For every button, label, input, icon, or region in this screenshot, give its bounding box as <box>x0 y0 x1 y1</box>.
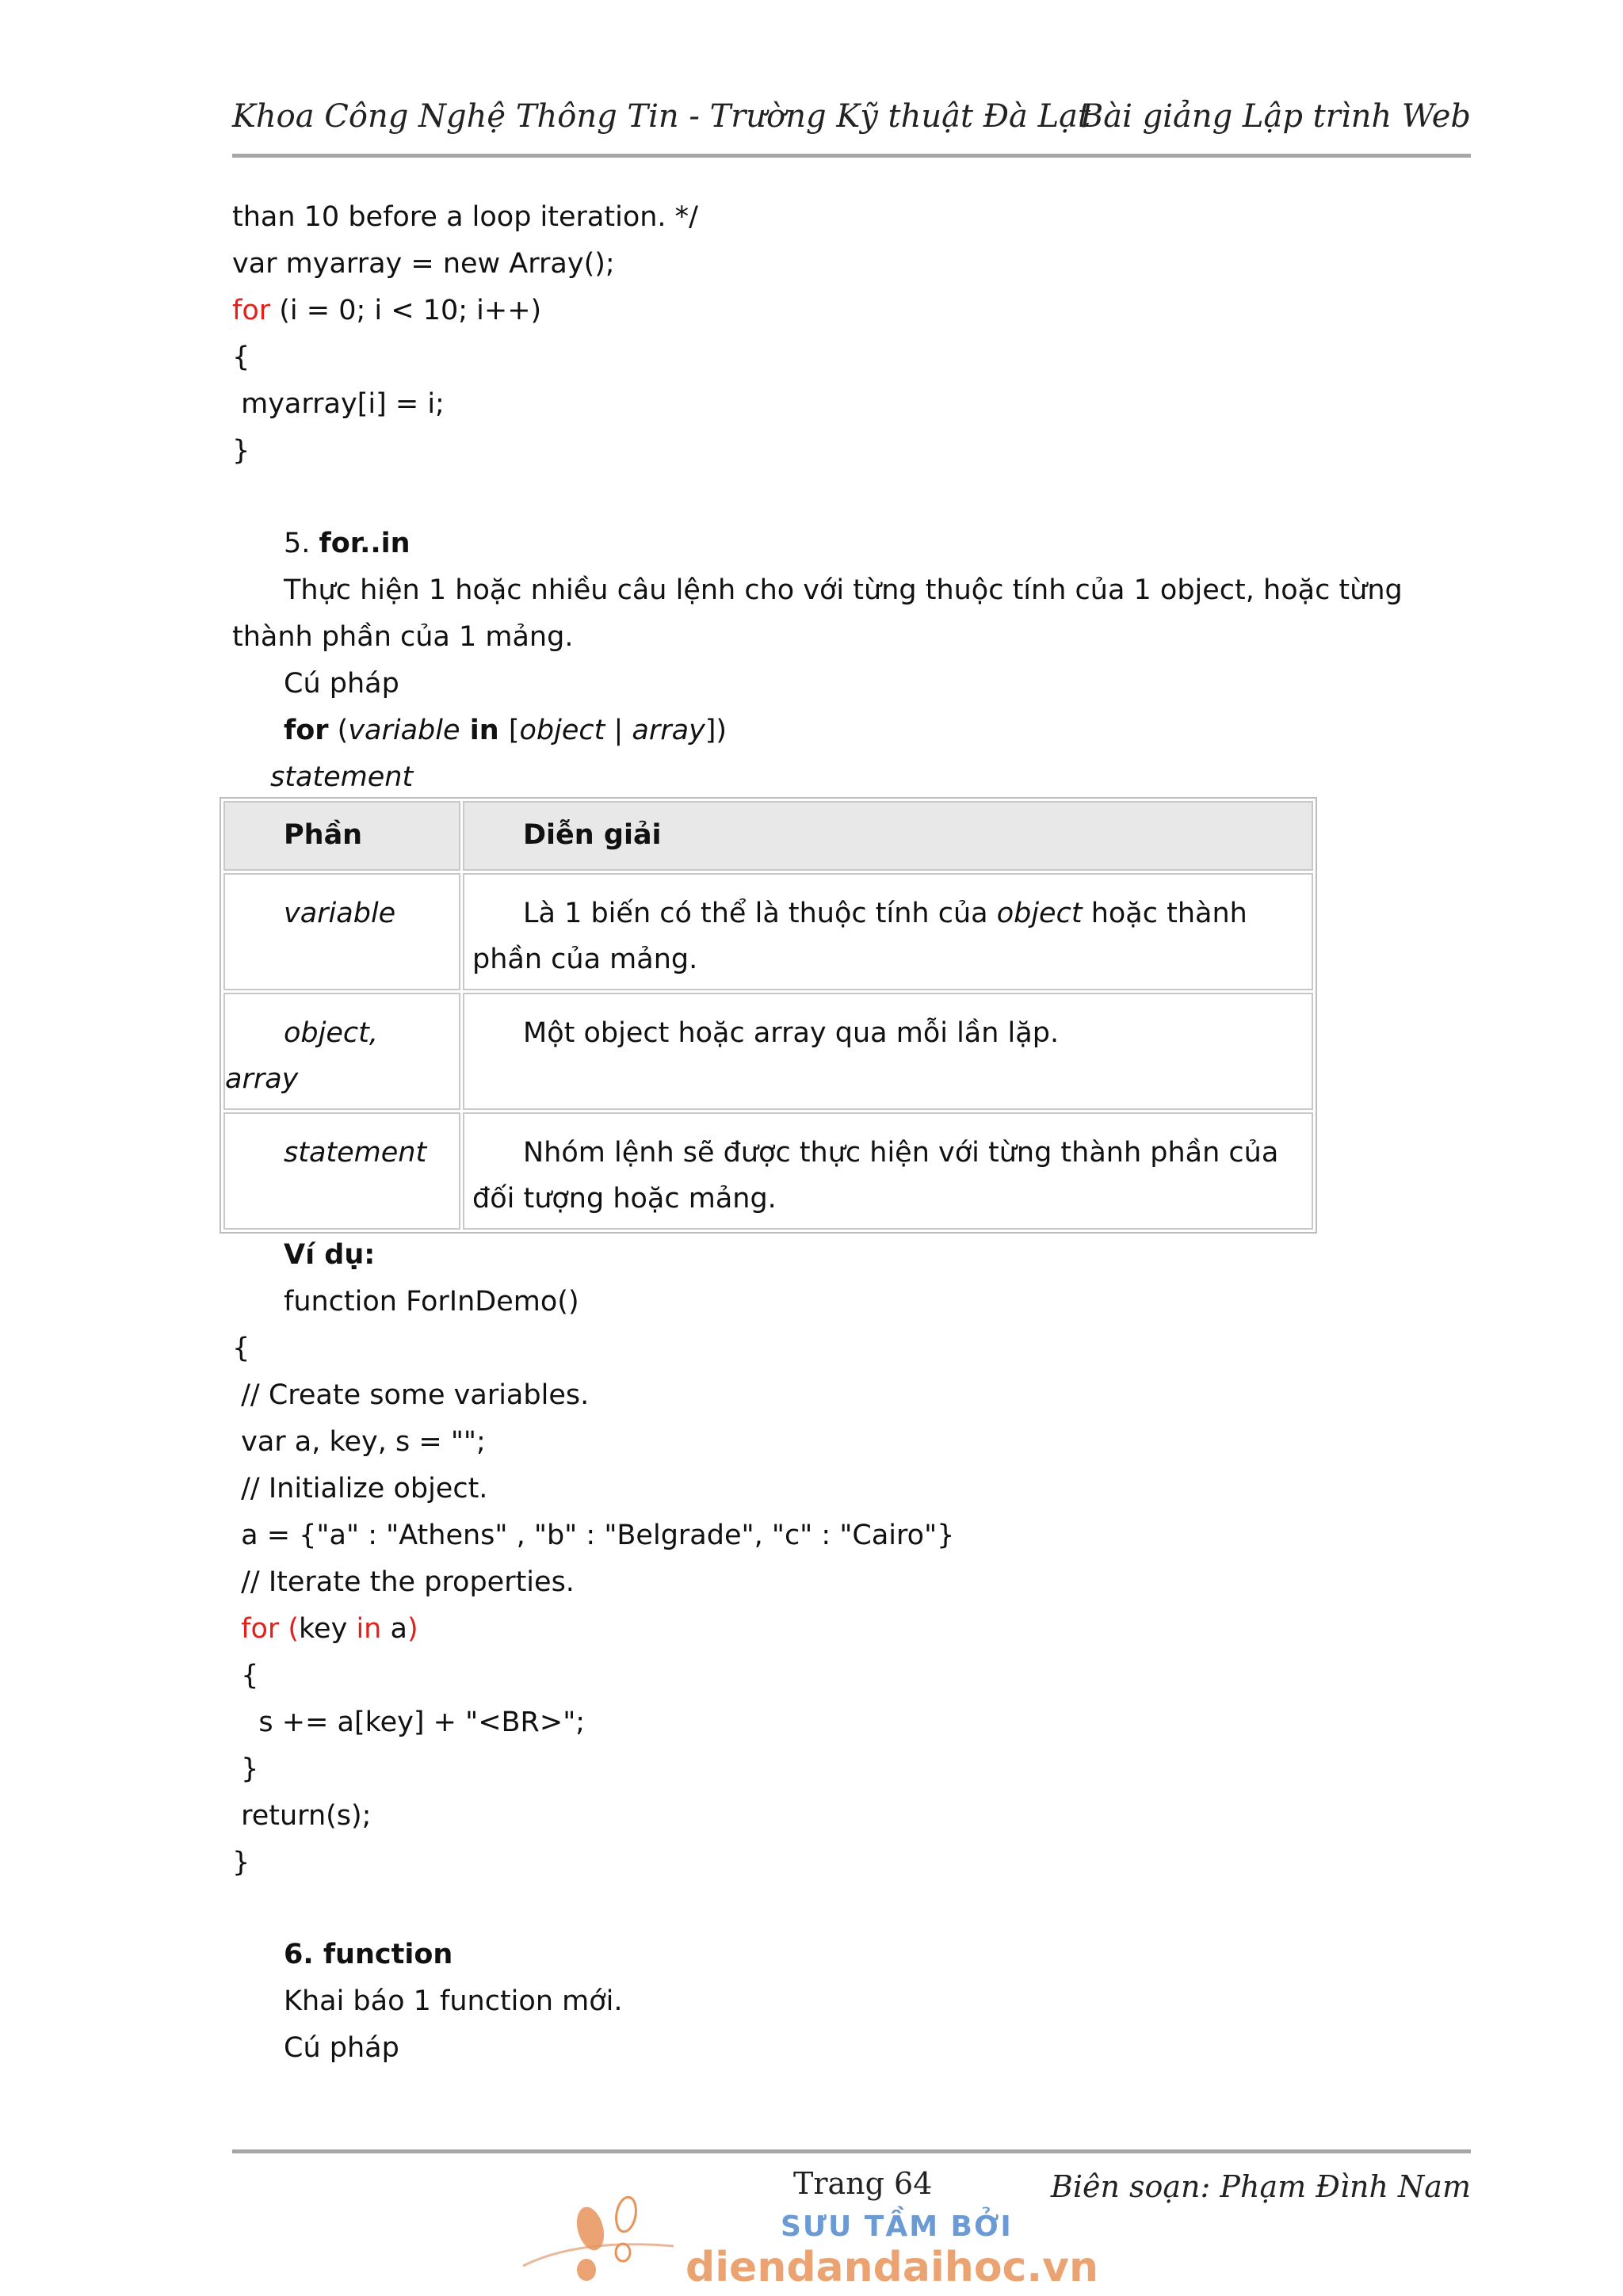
header-left-title: Khoa Công Nghệ Thông Tin - Trường Kỹ thuật Đà Lạt <box>232 98 1091 135</box>
syntax-pipe: | <box>605 715 632 746</box>
code-line: { <box>232 1333 250 1364</box>
table-cell-part <box>223 993 460 1110</box>
code-text: a <box>381 1613 407 1645</box>
watermark-site-text: diendandaihoc.vn <box>685 2244 1099 2291</box>
header-description: Diễn giải <box>523 819 662 851</box>
code-line: var myarray = new Array(); <box>232 248 615 280</box>
table-cell-description <box>463 873 1313 990</box>
code-line: } <box>232 435 250 467</box>
section-6-heading: 6. function <box>284 1939 453 1970</box>
code-line: // Create some variables. <box>232 1379 590 1411</box>
page-header <box>232 93 1471 158</box>
example-label: Ví dụ: <box>284 1239 376 1271</box>
syntax-paren: ( <box>328 715 349 746</box>
author-credit: Biên soạn: Phạm Đình Nam <box>1050 2169 1471 2204</box>
code-line: { <box>232 1660 259 1691</box>
table-cell-description <box>463 1112 1313 1230</box>
code-text: (i = 0; i < 10; i++) <box>270 295 542 326</box>
syntax-close: ]) <box>705 715 727 746</box>
keyword-for: for <box>232 295 271 326</box>
table-header-cell <box>463 801 1313 871</box>
keyword-in: in <box>356 1613 382 1645</box>
code-line: // Initialize object. <box>232 1473 488 1505</box>
section-5-heading <box>284 524 411 563</box>
syntax-bracket: [ <box>508 715 520 746</box>
code-line: // Iterate the properties. <box>232 1566 575 1598</box>
part-text: object, <box>284 1017 378 1049</box>
code-line: than 10 before a loop iteration. */ <box>232 201 698 233</box>
syntax-label: Cú pháp <box>284 2032 399 2064</box>
section-number: 5. <box>284 528 319 559</box>
watermark-logo <box>515 2191 1099 2294</box>
table-cell-part <box>223 1112 460 1230</box>
code-line: } <box>232 1847 250 1878</box>
syntax-line <box>284 711 727 749</box>
desc-text: phần của mảng. <box>472 944 698 975</box>
section-5-description-cont: thành phần của 1 mảng. <box>232 621 574 653</box>
part-text: variable <box>284 898 396 929</box>
desc-text: Một object hoặc array qua mỗi lần lặp. <box>523 1017 1060 1049</box>
table-row <box>223 993 1313 1110</box>
table-header-cell <box>223 801 460 871</box>
parameters-table <box>220 797 1317 1234</box>
code-line: a = {"a" : "Athens" , "b" : "Belgrade", "c" : "Cairo"} <box>232 1520 955 1551</box>
keyword-for: for ( <box>232 1613 300 1645</box>
syntax-variable: variable <box>348 715 460 746</box>
section-5-description: Thực hiện 1 hoặc nhiều câu lệnh cho với từng thuộc tính của 1 object, hoặc từng <box>284 574 1403 606</box>
footprint-icon <box>515 2191 689 2294</box>
syntax-label: Cú pháp <box>284 668 399 700</box>
syntax-for: for <box>284 715 329 746</box>
syntax-in: in <box>460 715 509 746</box>
keyword-paren: ) <box>407 1613 418 1645</box>
code-line: return(s); <box>232 1800 372 1832</box>
syntax-array: array <box>632 715 705 746</box>
part-text: array <box>225 1063 299 1095</box>
code-line: var a, key, s = ""; <box>232 1426 486 1458</box>
desc-text: Là 1 biến có thể là thuộc tính của <box>523 898 997 929</box>
code-line: { <box>232 341 250 373</box>
table-header-row <box>223 801 1313 871</box>
desc-italic: object <box>996 898 1083 929</box>
code-line: s += a[key] + "<BR>"; <box>232 1707 586 1738</box>
part-text: statement <box>284 1137 427 1169</box>
code-line <box>232 1610 418 1648</box>
code-line: myarray[i] = i; <box>232 388 445 420</box>
page-number: Trang 64 <box>793 2166 933 2201</box>
header-part: Phần <box>284 819 363 851</box>
page-footer <box>232 2149 1471 2204</box>
table-row <box>223 873 1313 990</box>
syntax-statement: statement <box>270 761 414 793</box>
section-title: for..in <box>319 528 411 559</box>
header-right-title: Bài giảng Lập trình Web <box>1079 98 1471 135</box>
desc-text: Nhóm lệnh sẽ được thực hiện với từng thành phần của <box>523 1137 1279 1169</box>
code-line: } <box>232 1753 259 1785</box>
desc-text: hoặc thành <box>1082 898 1247 929</box>
syntax-object: object <box>519 715 605 746</box>
watermark-top-text: SƯU TẦM BỞI <box>781 2210 1013 2243</box>
desc-text: đối tượng hoặc mảng. <box>472 1183 777 1215</box>
table-cell-description <box>463 993 1313 1110</box>
code-line <box>232 292 541 330</box>
code-text: key <box>299 1613 357 1645</box>
table-row <box>223 1112 1313 1230</box>
table-cell-part <box>223 873 460 990</box>
code-line: function ForInDemo() <box>284 1286 579 1318</box>
section-6-description: Khai báo 1 function mới. <box>284 1985 623 2017</box>
